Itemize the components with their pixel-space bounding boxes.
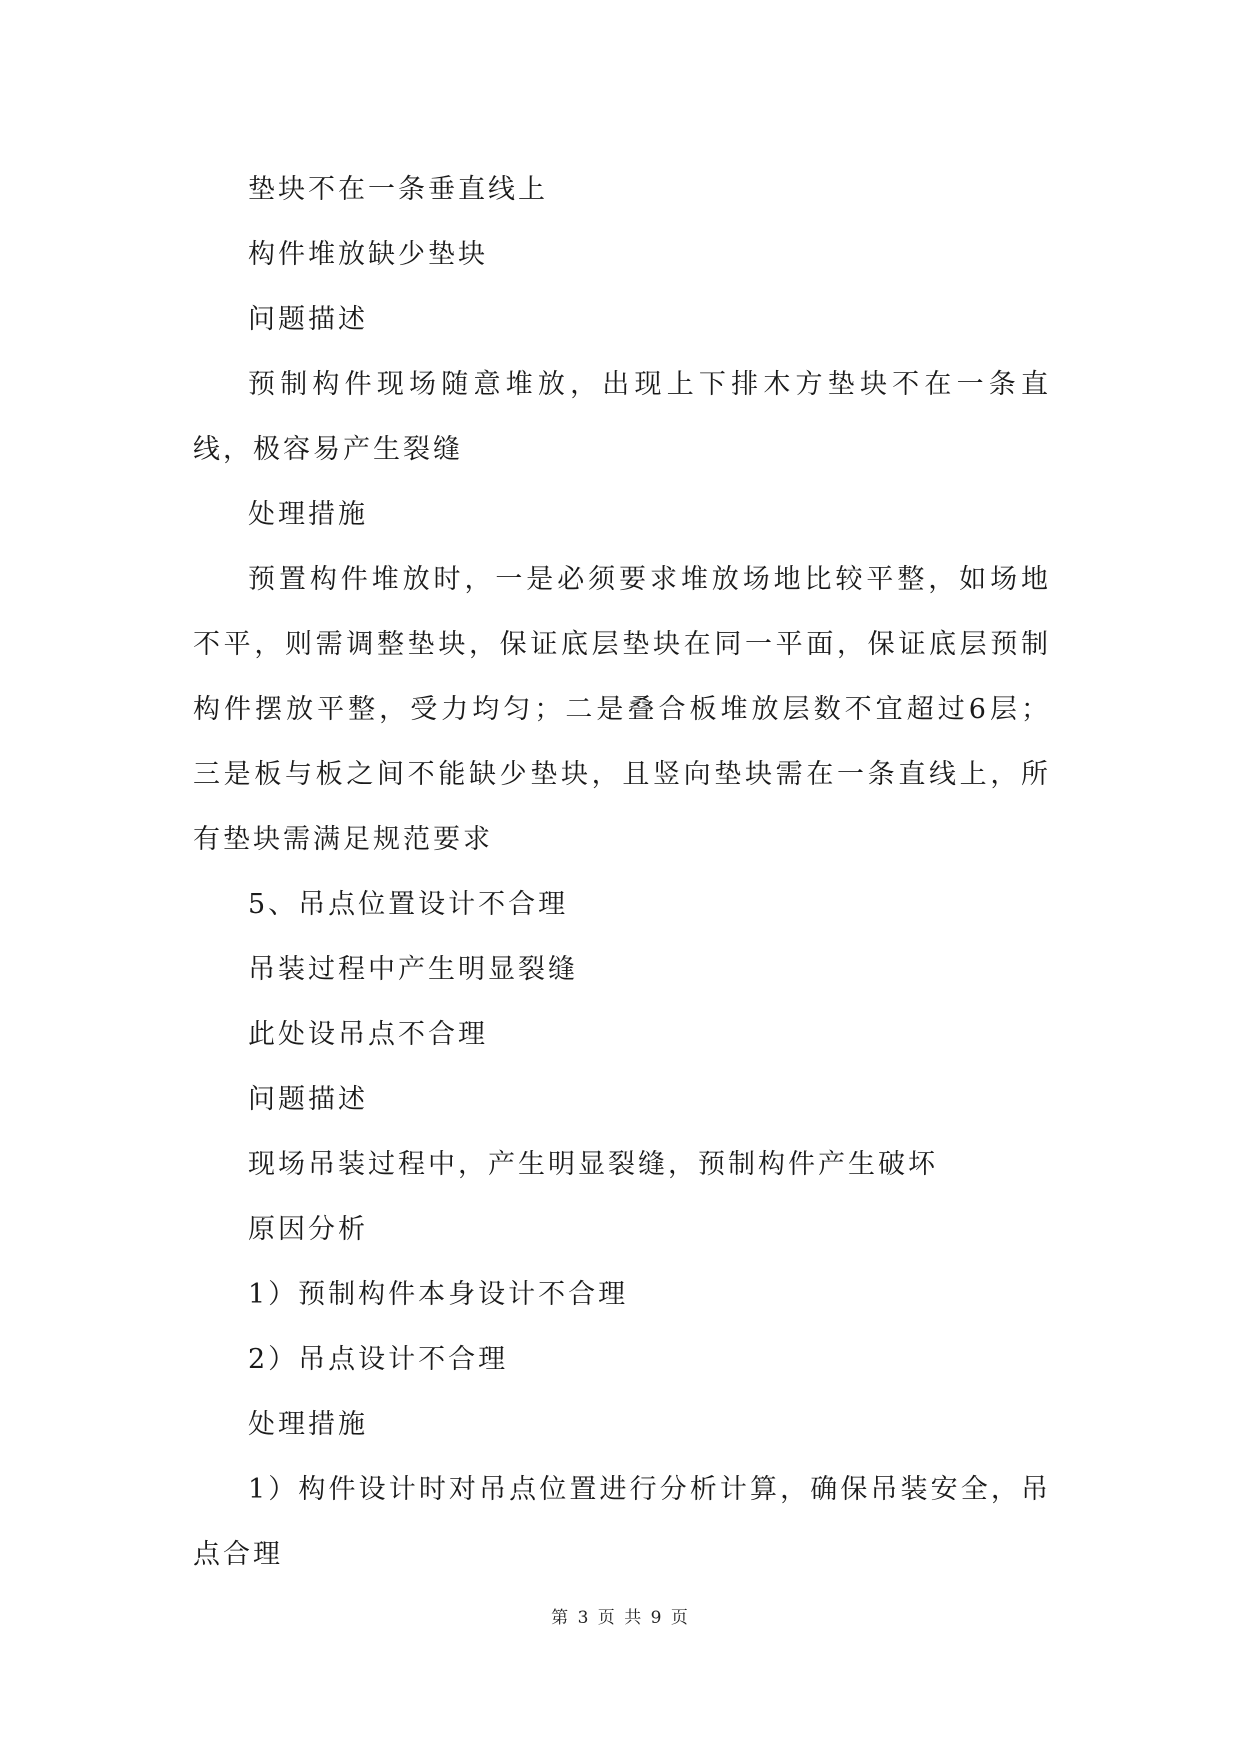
paragraph: 现场吊装过程中，产生明显裂缝，预制构件产生破坏 <box>248 1149 938 1180</box>
paragraph: 吊装过程中产生明显裂缝 <box>248 954 578 985</box>
paragraph: 垫块不在一条垂直线上 <box>248 174 548 205</box>
section-heading: 处理措施 <box>248 1409 368 1440</box>
section-heading: 问题描述 <box>248 1084 368 1115</box>
paragraph: 构件堆放缺少垫块 <box>248 239 488 270</box>
list-item: 1）构件设计时对吊点位置进行分析计算，确保吊装安全，吊点合理 <box>193 1474 1051 1570</box>
section-heading: 处理措施 <box>248 499 368 530</box>
paragraph: 预置构件堆放时，一是必须要求堆放场地比较平整，如场地不平，则需调整垫块，保证底层垫块在同一平面，保证底层预制构件摆放平整，受力均匀；二是叠合板堆放层数不宜超过6层；三是板与板之间不能缺少垫块，且竖向垫块需在一条直线上，所有垫块需满足规范要求 <box>193 564 1051 855</box>
page-number-footer: 第 3 页 共 9 页 <box>551 1608 690 1628</box>
section-heading: 问题描述 <box>248 304 368 335</box>
paragraph: 预制构件现场随意堆放，出现上下排木方垫块不在一条直线，极容易产生裂缝 <box>193 369 1051 465</box>
section-heading: 5、吊点位置设计不合理 <box>248 889 569 920</box>
list-item: 2）吊点设计不合理 <box>248 1344 509 1375</box>
document-body <box>193 157 1051 1587</box>
list-item: 1）预制构件本身设计不合理 <box>248 1279 629 1310</box>
paragraph: 此处设吊点不合理 <box>248 1019 488 1050</box>
section-heading: 原因分析 <box>248 1214 368 1245</box>
